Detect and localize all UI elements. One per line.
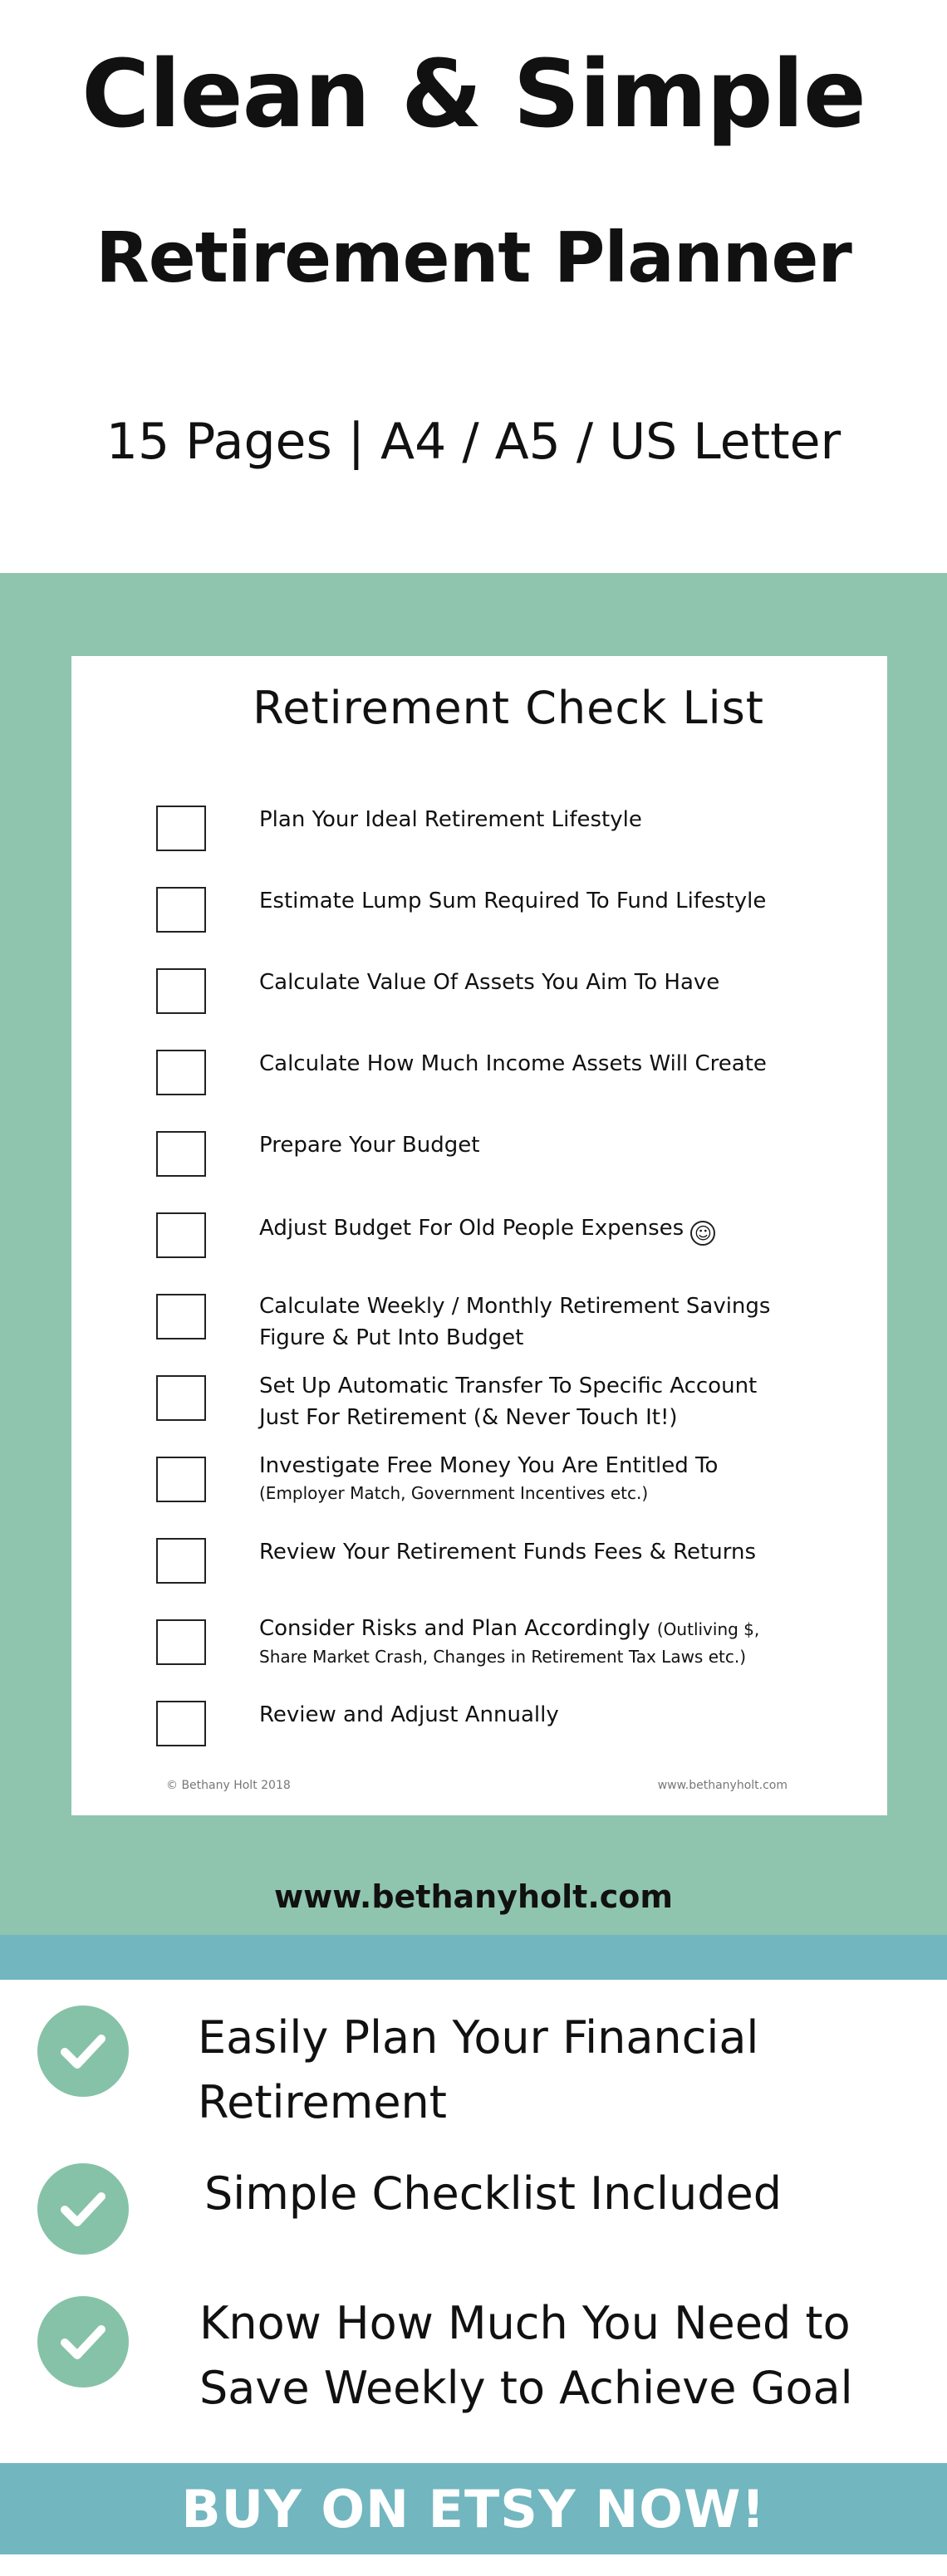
checklist-item-note: (Employer Match, Government Incentives etc.) [259, 1483, 649, 1503]
benefit-text: Easily Plan Your Financial [198, 2011, 759, 2064]
checklist-item-label: Adjust Budget For Old People Expenses [259, 1216, 684, 1241]
checkbox [156, 1050, 206, 1095]
buy-on-etsy-button[interactable] [0, 2463, 947, 2554]
checkbox [156, 806, 206, 851]
benefit-text-line2: Retirement [198, 2076, 447, 2128]
checklist-item-label-line2: Figure & Put Into Budget [259, 1325, 524, 1350]
checkbox [156, 1212, 206, 1258]
checkbox [156, 1457, 206, 1502]
checklist-title: Retirement Check List [253, 682, 764, 734]
checkbox [156, 968, 206, 1014]
headline-title: Clean & Simple [81, 41, 866, 149]
copyright-note: © Bethany Holt 2018 [166, 1779, 291, 1792]
checklist-page-preview [71, 656, 887, 1815]
checklist-item-label: Estimate Lump Sum Required To Fund Lifestyle [259, 889, 767, 913]
checkbox [156, 1619, 206, 1665]
checkbox [156, 1375, 206, 1421]
website-link[interactable]: www.bethanyholt.com [274, 1878, 673, 1915]
checklist-item-label: Review and Adjust Annually [259, 1702, 559, 1727]
smiley-icon: ☺ [690, 1221, 715, 1246]
checkbox [156, 1131, 206, 1177]
checklist-item-label-line2: Just For Retirement (& Never Touch It!) [259, 1405, 678, 1430]
checklist-item-label: Consider Risks and Plan Accordingly [259, 1616, 650, 1641]
page-footer-url: www.bethanyholt.com [657, 1779, 788, 1792]
checkbox [156, 1294, 206, 1339]
checklist-item-label: Calculate How Much Income Assets Will Create [259, 1051, 767, 1076]
checklist-item-note-line2: Share Market Crash, Changes in Retirement Tax Laws etc.) [259, 1647, 747, 1667]
check-icon [37, 2005, 129, 2097]
benefit-text: Simple Checklist Included [204, 2167, 782, 2220]
checklist-item-label: Plan Your Ideal Retirement Lifestyle [259, 807, 642, 832]
checklist-item-label: Review Your Retirement Funds Fees & Returns [259, 1540, 756, 1565]
headline-subject: Retirement Planner [96, 217, 851, 298]
check-icon [37, 2296, 129, 2387]
checklist-item-label: Calculate Weekly / Monthly Retirement Savings [259, 1294, 771, 1319]
benefit-text: Know How Much You Need to [199, 2297, 851, 2349]
buy-button-label: BUY ON ETSY NOW! [181, 2478, 766, 2539]
checklist-item-note: (Outliving $, [656, 1619, 760, 1639]
checkbox [156, 1538, 206, 1584]
format-subtitle: 15 Pages | A4 / A5 / US Letter [105, 413, 842, 471]
checklist-item-label: Set Up Automatic Transfer To Specific Account [259, 1374, 758, 1398]
checkbox [156, 1701, 206, 1746]
checklist-item-label: Investigate Free Money You Are Entitled To [259, 1453, 719, 1478]
benefit-text-line2: Save Weekly to Achieve Goal [199, 2362, 853, 2414]
checkbox [156, 887, 206, 933]
checklist-item-label: Prepare Your Budget [259, 1133, 480, 1158]
check-icon [37, 2163, 129, 2255]
checklist-item-label: Calculate Value Of Assets You Aim To Have [259, 970, 720, 995]
divider-strip [0, 1935, 947, 1980]
